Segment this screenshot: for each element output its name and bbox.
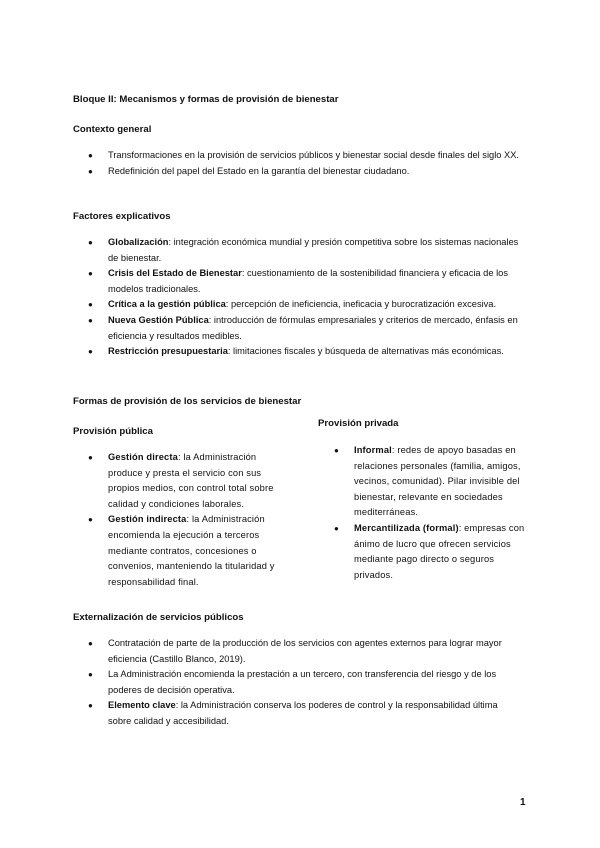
- externalizacion-list: [88, 636, 523, 730]
- bullet-icon: ●: [88, 238, 93, 247]
- bullet-icon: ●: [88, 453, 93, 462]
- list-item: ● Redefinición del papel del Estado en la garantía del bienestar ciudadano.: [108, 164, 523, 180]
- subheading-provision-publica: Provisión pública: [73, 426, 153, 437]
- bullet-icon: ●: [88, 269, 93, 279]
- list-item: ● Transformaciones en la provisión de servicios públicos y bienestar social desde finales del siglo XX.: [108, 148, 523, 164]
- list-item: ● Gestión indirecta: la Administración encomienda la ejecución a terceros mediante contratos, concesiones o convenios, manteniendo la titularidad y responsabilidad final.: [88, 514, 275, 587]
- contexto-list: [88, 148, 523, 179]
- bullet-icon: ●: [88, 300, 93, 310]
- list-item: ● Crítica a la gestión pública: percepción de ineficiencia, ineficacia y burocratización excesiva.: [108, 297, 523, 313]
- list-item: ● Globalización: integración económica mundial y presión competitiva sobre los sistemas nacionales de bienestar.: [88, 237, 519, 263]
- bullet-icon: ●: [334, 523, 339, 533]
- provision-publica-list: [88, 450, 284, 590]
- bullet-icon: ●: [88, 701, 93, 711]
- list-item: ● Restricción presupuestaria: limitaciones fiscales y búsqueda de alternativas más económicas.: [108, 344, 523, 360]
- section-heading-contexto: Contexto general: [73, 124, 152, 135]
- bullet-icon: ●: [88, 315, 93, 325]
- list-item: ● Contratación de parte de la producción de los servicios con agentes externos para lograr mayor eficiencia (Castillo Blanco, 2019).: [88, 638, 502, 664]
- bullet-icon: ●: [88, 347, 93, 357]
- list-item: ● Gestión directa: la Administración produce y presta el servicio con sus propios medios, con control total sobre calidad y condiciones laborales.: [88, 452, 274, 509]
- list-item: ● La Administración encomienda la prestación a un tercero, con transferencia del riesgo y de los poderes de decisión operativa.: [88, 669, 497, 695]
- provision-privada-list: [334, 443, 526, 583]
- bullet-icon: ●: [88, 515, 93, 525]
- page-number: 1: [520, 797, 526, 808]
- list-item: ● Nueva Gestión Pública: introducción de fórmulas empresariales y criterios de mercado, énfasis en eficiencia y resultados medibles.: [88, 314, 518, 341]
- section-heading-externalizacion: Externalización de servicios públicos: [73, 612, 244, 623]
- section-heading-factores: Factores explicativos: [73, 211, 171, 222]
- subheading-provision-privada: Provisión privada: [318, 418, 399, 429]
- bullet-icon: ●: [88, 670, 93, 680]
- factores-list: [88, 235, 523, 360]
- list-item: ● Mercantilizada (formal): empresas con ánimo de lucro que ofrecen servicios mediante pago directo o seguros privados.: [334, 522, 525, 580]
- bullet-icon: ●: [88, 151, 93, 160]
- document-title: Bloque II: Mecanismos y formas de provisión de bienestar: [73, 94, 339, 105]
- list-item: ● Crisis del Estado de Bienestar: cuestionamiento de la sostenibilidad financiera y eficacia de los modelos tradicionales.: [88, 268, 508, 294]
- bullet-icon: ●: [88, 639, 93, 648]
- bullet-icon: ●: [88, 166, 93, 176]
- section-heading-formas: Formas de provisión de los servicios de bienestar: [73, 396, 302, 407]
- list-item: ● Informal: redes de apoyo basadas en relaciones personales (familia, amigos, vecinos, comunidad). Pilar invisible del bienestar, relevante en sociedades mediterráneas.: [334, 445, 521, 518]
- bullet-icon: ●: [334, 446, 339, 455]
- list-item: ● Elemento clave: la Administración conserva los poderes de control y la responsabilidad última sobre calidad y accesibilidad.: [88, 700, 498, 726]
